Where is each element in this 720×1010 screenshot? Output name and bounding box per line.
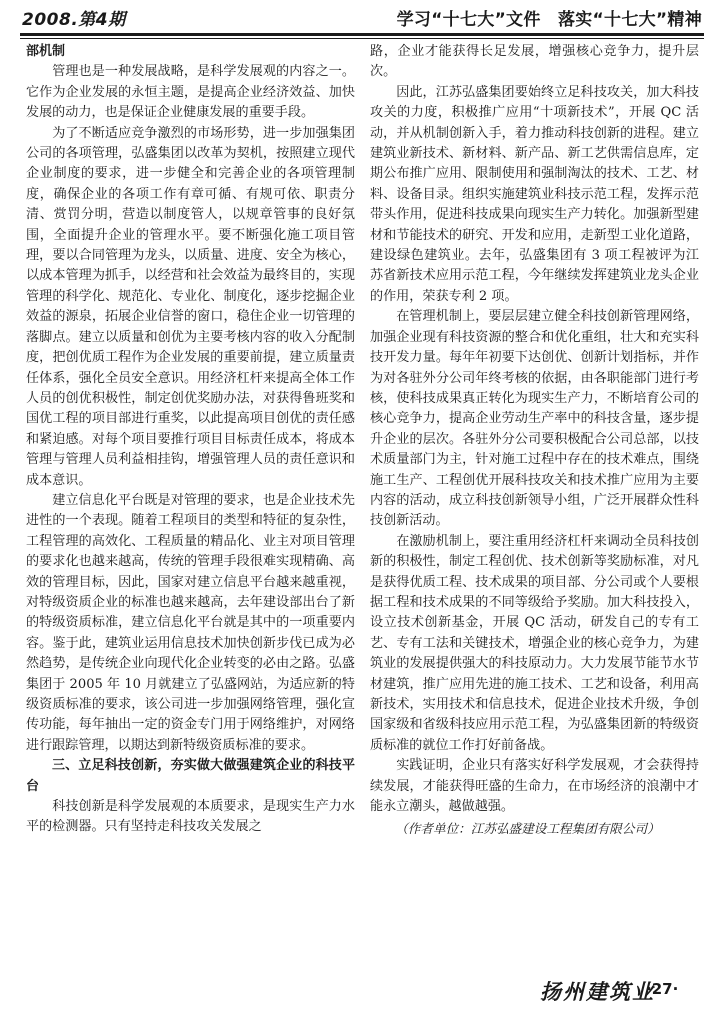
paragraph: 实践证明，企业只有落实好科学发展观，才会获得持续发展，才能获得旺盛的生命力，在市场经济的浪潮中才能永立潮头，越做越强。 xyxy=(370,758,699,815)
header-rule-thin xyxy=(20,38,704,39)
page-header xyxy=(22,2,702,32)
header-rule-thick xyxy=(20,33,704,36)
right-column xyxy=(370,42,699,840)
paragraph: 在激励机制上，要注重用经济杠杆来调动全员科技创新的积极性，制定工程创优、技术创新等奖励标准，对凡是获得优质工程、技术成果的项目部、分公司或个人要根据工程和技术成果的不同等级给予奖励。加大科技投入，设立技术创新基金，开展 QC 活动，研发自己的专有工艺、专有工法和关键技术，增强企业的核心竞争力，为建筑业的发展提供强大的科技原动力。大力发展节能节水节材建筑，推广应用先进的施工技术、工艺和设备，利用高新技术，实用技术和信息技术，促进企业技术升级，争创国家级和省级科技应用示范工程，为弘盛集团新的特级资质标准的就位工作打好前备战。 xyxy=(370,533,699,753)
author-credit: （作者单位：江苏弘盛建设工程集团有限公司） xyxy=(395,821,660,837)
left-column xyxy=(26,42,355,838)
paragraph-continuation: 路，企业才能获得长足发展，增强核心竞争力，提升层次。 xyxy=(370,44,699,80)
page-number: ·27· xyxy=(646,980,679,998)
magazine-logo: 扬州建筑业 xyxy=(540,979,655,1004)
paragraph: 建立信息化平台既是对管理的要求，也是企业技术先进性的一个表现。随着工程项目的类型和特征的复杂性，工程管理的高效化、工程质量的精品化、业主对项目管理的要求化也越来越高，传统的管理手段很难实现精确、高效的管理目标，因此，国家对建立信息平台越来越重视，对特级资质企业的标准也越来越高，去年建设部出台了新的特级资质标准，建立信息化平台就是其中的一项重要内容。鉴于此，建筑业运用信息技术加快创新步伐已成为必然趋势，是传统企业向现代化企业转变的必由之路。弘盛集团于 2005 年 10 月就建立了弘盛网站，为适应新的特级资质标准的要求，该公司进一步加强网络管理，强化宣传功能，每年抽出一定的资金专门用于网络维护，对网络进行跟踪管理，以期达到新特级资质标准的要求。 xyxy=(26,492,355,753)
paragraph: 科技创新是科学发展观的本质要求，是现实生产力水平的检测器。只有坚持走科技攻关发展之 xyxy=(26,799,355,835)
section-heading: 三、立足科技创新，夯实做大做强建筑企业的科技平台 xyxy=(26,758,355,794)
issue-label: 2008.第4期 xyxy=(22,9,126,30)
paragraph: 因此，江苏弘盛集团要始终立足科技攻关，加大科技攻关的力度，积极推广应用“十项新技术”，开展 QC 活动，并从机制创新入手，着力推动科技创新的进程。建立建筑业新技术、新材料、新产品、新工艺供需信息库，定期公布推广应用、限制使用和强制淘汰的技术、工艺、材料、设备目录。组织实施建筑业科技示范工程，发挥示范带头作用，促进科技成果向现实生产力转化。加强新型建材和节能技术的研究、开发和应用，走新型工业化道路，建设绿色建筑业。去年，弘盛集团有 3 项工程被评为江苏省新技术应用示范工程，今年继续发挥建筑业龙头企业的作用，荣获专利 2 项。 xyxy=(370,84,699,304)
header-slogan: 学习“十七大”文件 落实“十七大”精神 xyxy=(396,9,702,30)
paragraph: 管理也是一种发展战略，是科学发展观的内容之一。它作为企业发展的永恒主题，是提高企业经济效益、加快发展的动力，也是保证企业健康发展的重要手段。 xyxy=(26,64,355,121)
paragraph: 在管理机制上，要层层建立健全科技创新管理网络，加强企业现有科技资源的整合和优化重组，壮大和充实科技开发力量。每年年初要下达创优、创新计划指标，并作为对各驻外分公司年终考核的依据，由各职能部门进行考核，使科技成果真正转化为现实生产力，不断培育公司的核心竞争力，提高企业劳动生产率中的科技含量，逐步提升企业的层次。各驻外分公司要积极配合公司总部，以技术质量部门为主，针对施工过程中存在的技术难点，围绕施工生产、工程创优开展科技攻关和技术推广应用为主要内容的活动，成立科技创新领导小组，广泛开展群众性科技创新活动。 xyxy=(370,309,699,529)
paragraph: 为了不断适应竞争激烈的市场形势，进一步加强集团公司的各项管理，弘盛集团以改革为契机，按照建立现代企业制度的要求，进一步健全和完善企业的各项管理制度，确保企业的各项工作有章可循、有规可依、职责分清、赏罚分明，营造以制度管人，以规章管事的良好氛围，全面提升企业的管理水平。要不断强化施工项目管理，要以合同管理为龙头，以质量、进度、安全为核心，以成本管理为抓手，以经营和社会效益为最终目的，实现管理的科学化、规范化、专业化、制度化，逐步挖掘企业效益的源泉，拓展企业信誉的窗口，稳住企业一切管理的落脚点。建立以质量和创优为主要考核内容的收入分配制度，把创优质工程作为企业发展的重要前提，建立质量责任体系，强化全员安全意识。用经济杠杆来提高全体工作人员的创优积极性，制定创优奖励办法，对获得鲁班奖和国优工程的项目部进行重奖，以此提高项目创优的责任感和紧迫感。对每个项目要推行项目目标责任成本，将成本管理与管理人员利益相挂钩，增强管理人员的责任意识和成本意识。 xyxy=(26,125,355,488)
section-heading-tail: 部机制 xyxy=(26,44,66,59)
